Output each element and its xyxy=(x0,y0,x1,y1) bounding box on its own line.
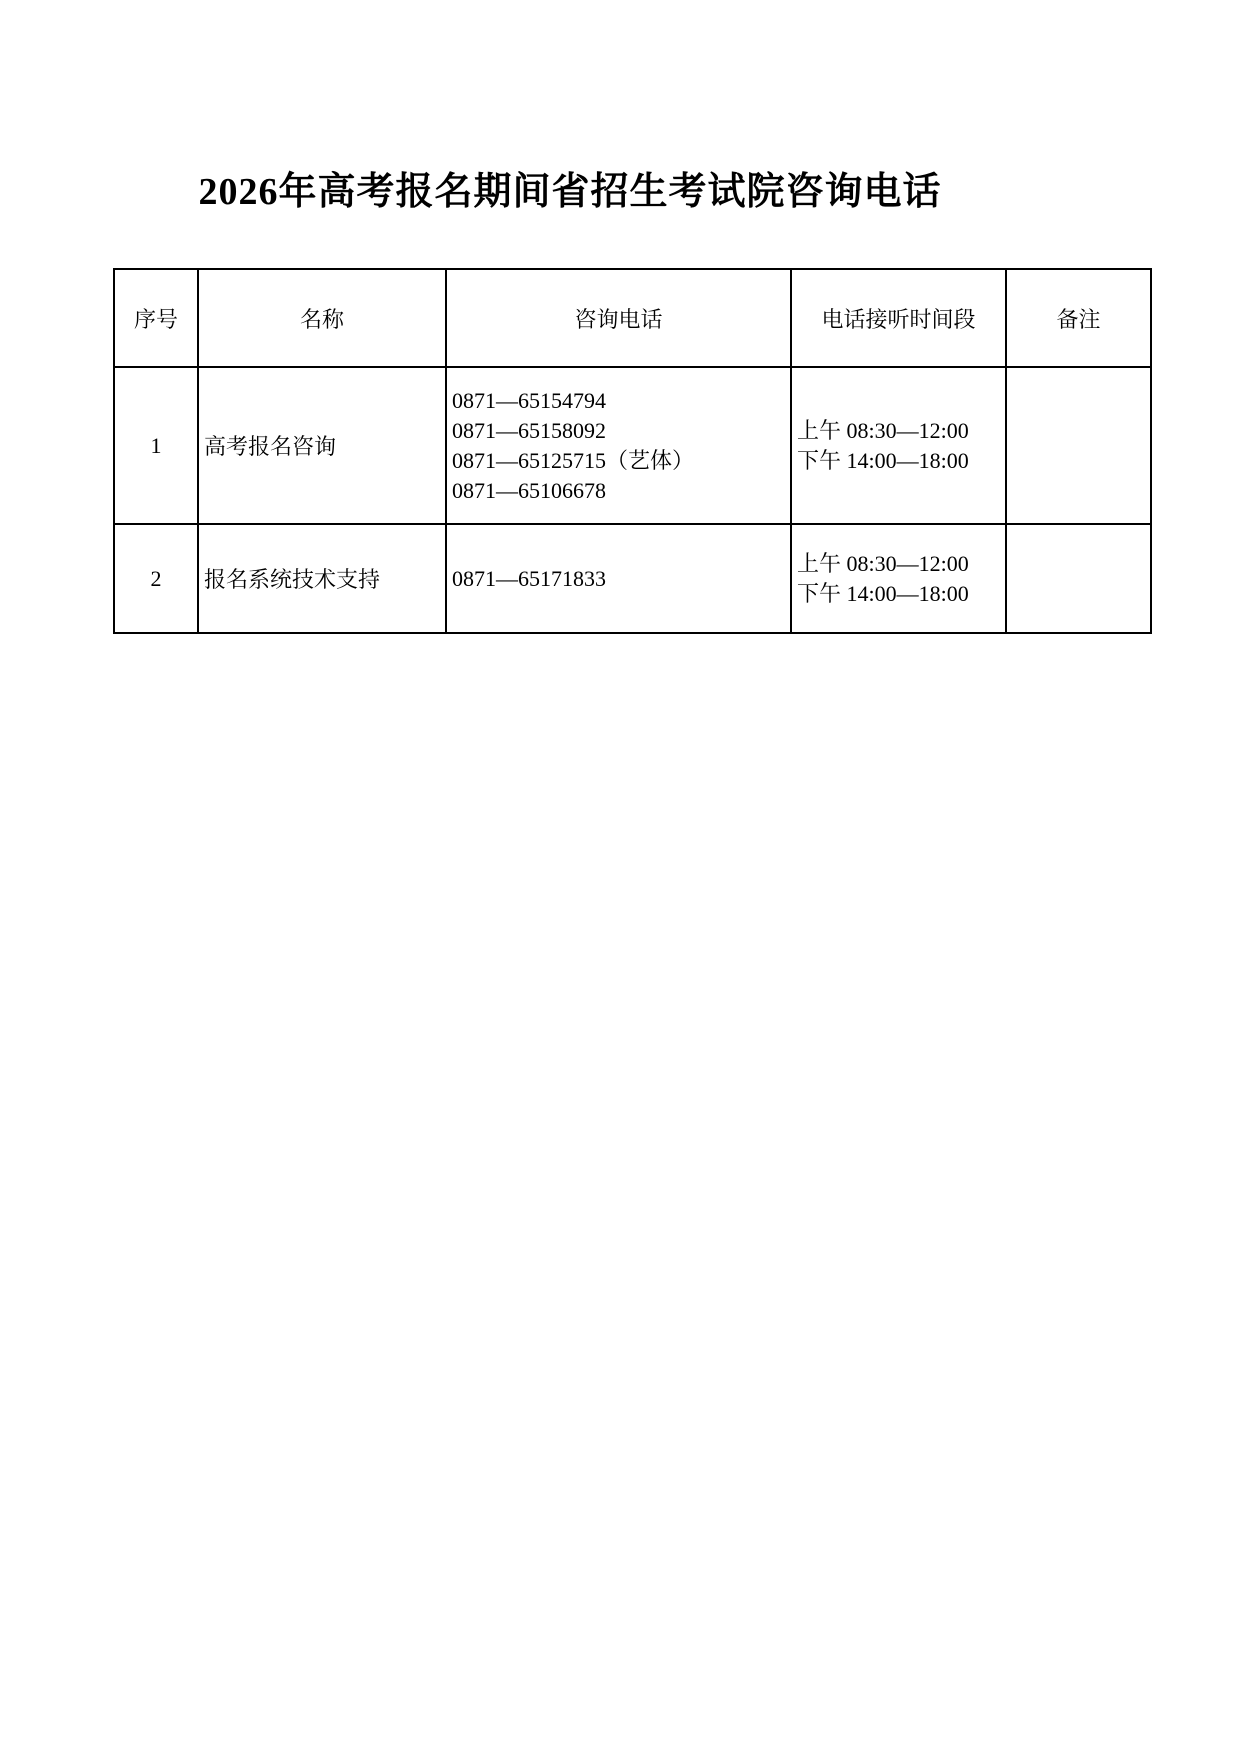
phone-line: 0871—65171833 xyxy=(452,565,606,591)
time-line-morning: 上午 08:30—12:00 xyxy=(797,550,969,576)
phone-line: 0871—65154794 xyxy=(452,387,606,413)
table-row xyxy=(114,524,1151,633)
answer-time-cell xyxy=(791,367,1006,524)
table-header-row xyxy=(114,269,1151,367)
header-serial-number: 序号 xyxy=(114,269,198,367)
phone-numbers-cell xyxy=(446,367,791,524)
header-name: 名称 xyxy=(198,269,446,367)
answer-time-cell xyxy=(791,524,1006,633)
time-line-afternoon: 下午 14:00—18:00 xyxy=(797,580,969,606)
name-cell: 报名系统技术支持 xyxy=(198,524,446,633)
header-remarks: 备注 xyxy=(1006,269,1151,367)
remarks-cell xyxy=(1006,524,1151,633)
header-consultation-phone: 咨询电话 xyxy=(446,269,791,367)
serial-number-cell: 2 xyxy=(114,524,198,633)
remarks-cell xyxy=(1006,367,1151,524)
phone-line: 0871—65158092 xyxy=(452,417,606,443)
header-answer-time-period: 电话接听时间段 xyxy=(791,269,1006,367)
phone-line: 0871—65125715（艺体） xyxy=(452,447,695,473)
name-cell: 高考报名咨询 xyxy=(198,367,446,524)
page-title: 2026年高考报名期间省招生考试院咨询电话 xyxy=(198,171,942,213)
table-row xyxy=(114,367,1151,524)
consultation-phone-table xyxy=(113,268,1152,634)
time-line-morning: 上午 08:30—12:00 xyxy=(797,417,969,443)
time-line-afternoon: 下午 14:00—18:00 xyxy=(797,447,969,473)
serial-number-cell: 1 xyxy=(114,367,198,524)
phone-numbers-cell xyxy=(446,524,791,633)
phone-line: 0871—65106678 xyxy=(452,477,606,503)
